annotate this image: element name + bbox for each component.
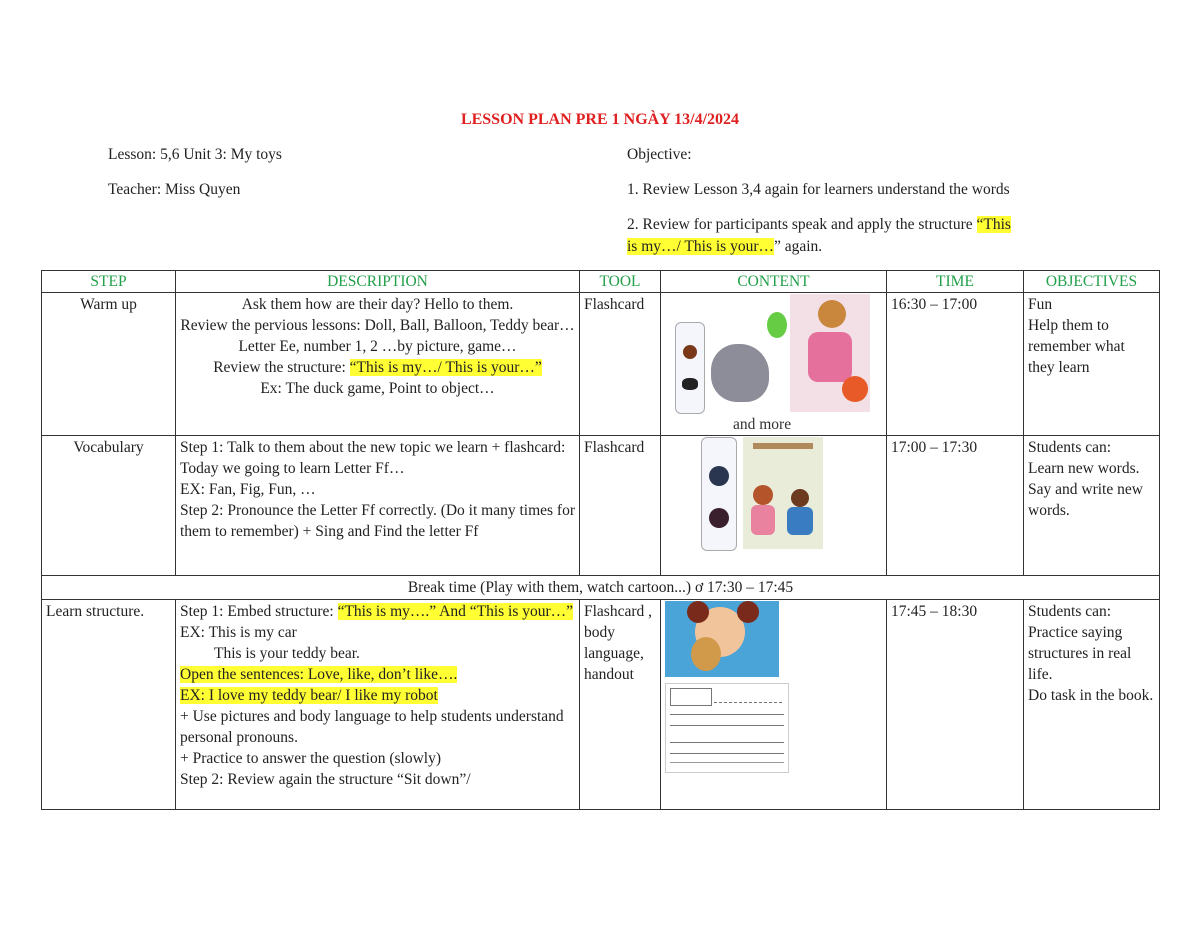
description-line: + Use pictures and body language to help students understand personal pronouns. [180, 708, 564, 746]
description-line: Step 2: Review again the structure “Sit down”/ [180, 771, 471, 788]
lesson-info: Lesson: 5,6 Unit 3: My toys [108, 146, 282, 163]
teacher-info: Teacher: Miss Quyen [108, 181, 241, 198]
step-cell: Warm up [42, 293, 176, 436]
tool-cell: Flashcard [580, 293, 661, 436]
header-content: CONTENT [661, 271, 887, 293]
description-line: Review the pervious lessons: Doll, Ball, Balloon, Teddy bear…Letter Ee, number 1, 2 …by picture, game… [180, 317, 575, 355]
description-cell [176, 293, 580, 436]
page-title: LESSON PLAN PRE 1 NGÀY 13/4/2024 [460, 111, 740, 128]
table-row [42, 436, 1160, 576]
break-time-text: Break time (Play with them, watch cartoon...) ơ 17:30 – 17:45 [42, 576, 1160, 600]
caption-and-more: and more [733, 416, 792, 433]
objective-1: 1. Review Lesson 3,4 again for learners understand the words [627, 181, 1010, 198]
flashcard-image [701, 437, 737, 551]
description-line [180, 601, 575, 622]
tool-cell: Flashcard [580, 436, 661, 576]
elephant-illustration [711, 344, 769, 402]
header-step: STEP [42, 271, 176, 293]
description-line: + Practice to answer the question (slowly) [180, 750, 441, 767]
objective-item: Practice saying structures in real life. [1028, 624, 1132, 683]
example-highlight: EX: I love my teddy bear/ I like my robot [180, 687, 438, 704]
description-line [180, 664, 575, 685]
step-cell: Vocabulary [42, 436, 176, 576]
description-line: Step 2: Pronounce the Letter Ff correctly. (Do it many times for them to remember) + Sing and Find the letter Ff [180, 502, 576, 540]
objectives-cell [1024, 436, 1160, 576]
objective-2 [627, 214, 1087, 258]
break-row [42, 576, 1160, 600]
structure-highlight: “This is my….” And “This is your…” [337, 603, 574, 620]
description-line: EX: This is my car [180, 624, 297, 641]
objective-item: Help them to remember what they learn [1028, 317, 1125, 376]
header-time: TIME [887, 271, 1024, 293]
structure-illustration [665, 601, 795, 771]
time-cell: 17:00 – 17:30 [887, 436, 1024, 576]
sentence-highlight: Open the sentences: Love, like, don’t like…. [180, 666, 458, 683]
header-objectives: OBJECTIVES [1024, 271, 1160, 293]
content-cell [661, 436, 887, 576]
girl-teddy-illustration [665, 601, 779, 677]
objectives-cell [1024, 293, 1160, 436]
time-cell: 17:45 – 18:30 [887, 600, 1024, 810]
description-line [180, 685, 575, 706]
objectives-cell [1024, 600, 1160, 810]
content-cell [661, 600, 887, 810]
description-cell [176, 436, 580, 576]
warmup-illustration [675, 294, 875, 434]
description-line: EX: Fan, Fig, Fun, … [180, 481, 316, 498]
description-line: Ex: The duck game, Point to object… [260, 380, 495, 397]
vocabulary-illustration [701, 437, 831, 555]
balloon-illustration [767, 312, 787, 338]
structure-highlight: “This is my…/ This is your…” [349, 359, 542, 376]
objective-2-highlight-b: is my…/ This is your… [627, 238, 774, 255]
handout-image [665, 683, 789, 773]
description-line [180, 357, 575, 378]
step-cell: Learn structure. [42, 600, 176, 810]
tool-cell: Flashcard , body language, handout [580, 600, 661, 810]
objective-2-text: 2. Review for participants speak and apply the structure [627, 216, 977, 233]
objective-2-highlight-a: “This [976, 216, 1011, 233]
kids-illustration [743, 437, 823, 549]
flashcard-image [675, 322, 705, 414]
objective-item: Learn new words. [1028, 460, 1140, 477]
objective-item: Students can: [1028, 439, 1112, 456]
table-header-row [42, 271, 1160, 293]
description-line: Ask them how are their day? Hello to them. [241, 296, 514, 313]
objective-item: Fun [1028, 296, 1053, 313]
table-row [42, 293, 1160, 436]
header-description: DESCRIPTION [176, 271, 580, 293]
objective-2-tail: ” again. [773, 238, 823, 255]
objective-item: Say and write new words. [1028, 481, 1143, 519]
description-text: Review the structure: [213, 359, 350, 376]
header-tool: TOOL [580, 271, 661, 293]
description-line: Step 1: Talk to them about the new topic we learn + flashcard: Today we going to learn Letter Ff… [180, 439, 566, 477]
table-row [42, 600, 1160, 810]
objective-item: Do task in the book. [1028, 687, 1154, 704]
content-cell [661, 293, 887, 436]
lesson-plan-table [41, 270, 1160, 810]
time-cell: 16:30 – 17:00 [887, 293, 1024, 436]
objective-item: Students can: [1028, 603, 1112, 620]
girl-illustration [790, 294, 870, 412]
description-text: Step 1: Embed structure: [180, 603, 338, 620]
description-line: This is your teddy bear. [214, 645, 360, 662]
description-cell [176, 600, 580, 810]
objective-label: Objective: [627, 146, 692, 163]
